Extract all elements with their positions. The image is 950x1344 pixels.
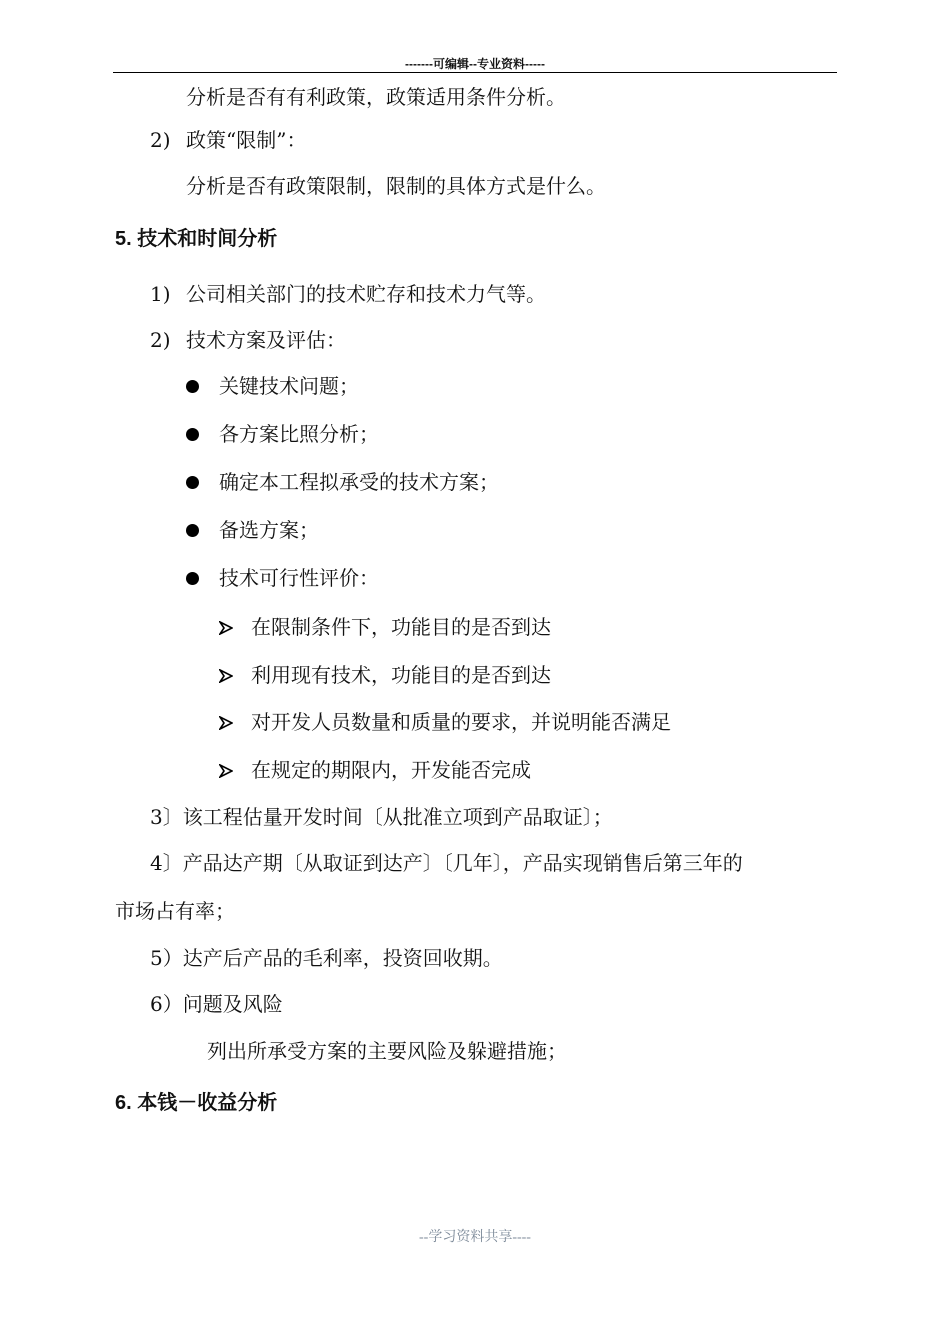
tech-item-4-line-1: 4〕产品达产期〔从取证到达产〕〔几年〕，产品实现销售后第三年的 [150, 851, 743, 875]
tech-item-6-detail: 列出所承受方案的主要风险及躲避措施； [207, 1039, 567, 1063]
bullet-dot-icon [186, 428, 199, 441]
bullet-dot-icon [186, 380, 199, 393]
arrowhead-bullet-icon [219, 764, 233, 778]
bullet-item: 备选方案； [219, 518, 319, 542]
policy-advantage-paragraph: 分析是否有有利政策，政策适用条件分析。 [186, 85, 566, 109]
tech-item-2-text: 技术方案及评估： [186, 328, 346, 352]
page-footer: --学习资料共享---- [419, 1230, 531, 1245]
bullet-item: 各方案比照分析； [219, 422, 379, 446]
arrowhead-bullet-icon [219, 669, 233, 683]
bullet-item: 关键技术问题； [219, 374, 359, 398]
section-5-heading: 5. 技术和时间分析 [115, 228, 278, 250]
bullet-dot-icon [186, 476, 199, 489]
header-divider [113, 72, 837, 73]
sub-bullet-item: 利用现有技术，功能目的是否到达 [251, 663, 551, 687]
section-6-heading: 6. 本钱－收益分析 [115, 1092, 278, 1114]
tech-item-5: 5）达产后产品的毛利率，投资回收期。 [150, 946, 503, 970]
policy-restriction-paragraph: 分析是否有政策限制，限制的具体方式是什么。 [186, 174, 606, 198]
policy-item-2-number: 2) [150, 128, 171, 152]
tech-item-3: 3〕该工程估量开发时间〔从批准立项到产品取证〕； [150, 805, 613, 829]
bullet-item: 技术可行性评价： [219, 566, 379, 590]
tech-item-4-line-2: 市场占有率； [115, 899, 235, 923]
tech-item-6: 6）问题及风险 [150, 992, 283, 1016]
sub-bullet-item: 在规定的期限内，开发能否完成 [251, 758, 531, 782]
sub-bullet-item: 在限制条件下，功能目的是否到达 [251, 615, 551, 639]
arrowhead-bullet-icon [219, 716, 233, 730]
sub-bullet-item: 对开发人员数量和质量的要求，并说明能否满足 [251, 710, 671, 734]
tech-item-1-text: 公司相关部门的技术贮存和技术力气等。 [186, 282, 546, 306]
policy-item-2-text: 政策“限制”： [186, 128, 307, 152]
bullet-dot-icon [186, 572, 199, 585]
arrowhead-bullet-icon [219, 621, 233, 635]
bullet-item: 确定本工程拟承受的技术方案； [219, 470, 499, 494]
bullet-dot-icon [186, 524, 199, 537]
tech-item-2-number: 2) [150, 328, 171, 352]
tech-item-1-number: 1) [150, 282, 171, 306]
page-header: -------可编辑--专业资料----- [405, 57, 545, 71]
